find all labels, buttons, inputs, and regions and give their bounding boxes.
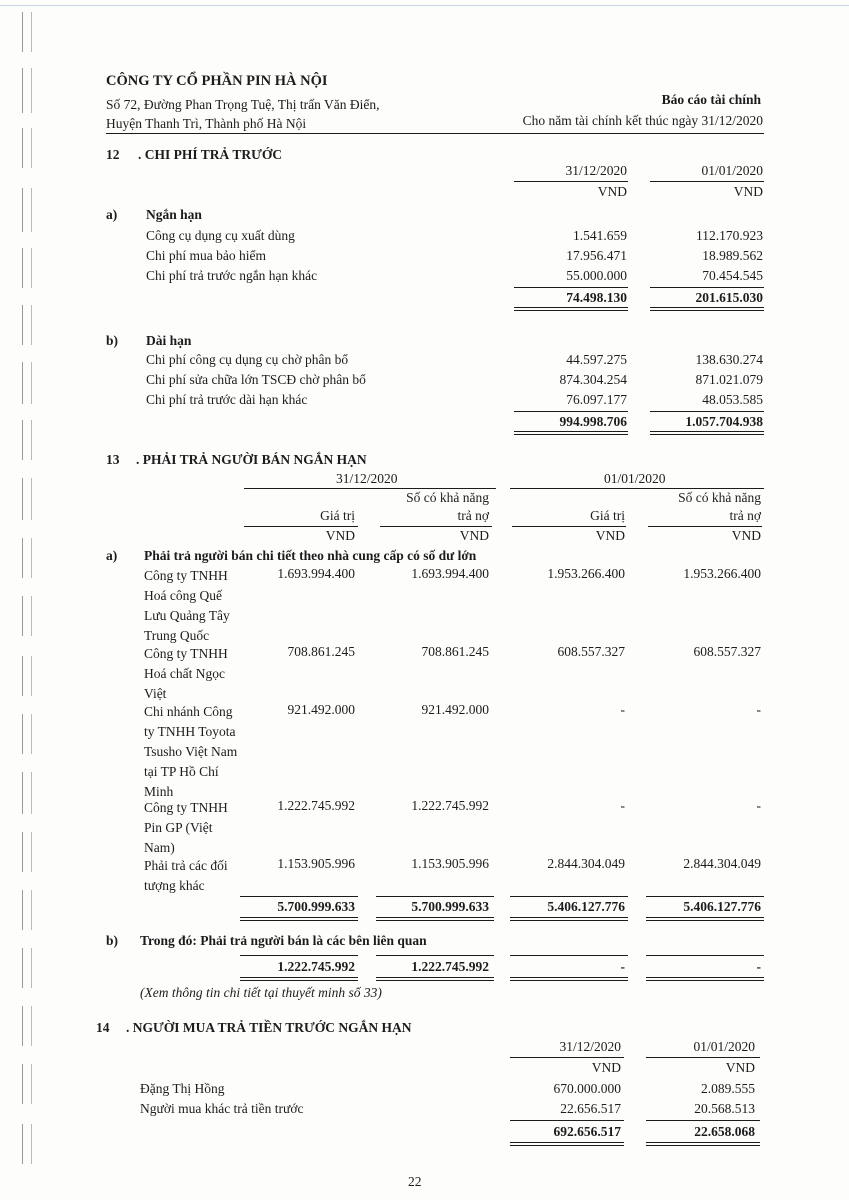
col-rule (510, 1057, 624, 1058)
note13-related-v3: - (620, 959, 625, 974)
binder-hole (22, 305, 32, 345)
note14-unit1: VND (591, 1060, 621, 1075)
total-double-rule (240, 917, 358, 921)
note13-supplier-v4: - (756, 798, 761, 813)
note13-related-v1: 1.222.745.992 (277, 959, 355, 974)
note12-b-row-v1: 874.304.254 (559, 372, 627, 387)
total-double-rule (514, 307, 628, 311)
binder-hole (22, 362, 32, 404)
note13-supplier-v1: 1.153.905.996 (277, 856, 355, 871)
col-rule (380, 526, 492, 527)
report-title: Báo cáo tài chính (661, 92, 761, 107)
note13-supplier-v3: - (620, 798, 625, 813)
note14-number: 14 (96, 1020, 110, 1035)
note12-a-title: Ngắn hạn (146, 207, 202, 222)
note13-b-label: b) (106, 933, 119, 948)
binder-hole (22, 420, 32, 460)
col-rule (512, 526, 626, 527)
note12-col2-date: 01/01/2020 (701, 163, 763, 178)
note12-b-row-v1: 76.097.177 (566, 392, 627, 407)
note13-a-title: Phải trả người bán chi tiết theo nhà cung cấp có số dư lớn (144, 548, 477, 563)
note13-sub-value: Giá trị (590, 508, 625, 523)
note12-b-total2: 1.057.704.938 (685, 414, 763, 429)
note13-supplier-v2: 1.222.745.992 (411, 798, 489, 813)
binder-hole (22, 656, 32, 696)
note12-b-row-v2: 871.021.079 (695, 372, 763, 387)
note12-unit2: VND (733, 184, 763, 199)
binder-hole (22, 12, 32, 52)
note13-supplier-v1: 1.222.745.992 (277, 798, 355, 813)
binder-hole (22, 832, 32, 872)
note12-a-label: a) (106, 207, 118, 222)
note13-supplier-label: Phải trả các đối tượng khác (144, 858, 228, 893)
col-rule (646, 1057, 760, 1058)
subtotal-rule (646, 1120, 760, 1121)
subtotal-rule (646, 955, 764, 956)
subtotal-rule (376, 896, 494, 897)
note13-total-v3: 5.406.127.776 (547, 899, 625, 914)
col-rule (244, 488, 496, 489)
note12-b-label: b) (106, 333, 119, 348)
note13-supplier-v1: 708.861.245 (287, 644, 355, 659)
note13-unit: VND (731, 528, 761, 543)
note14-row-v2: 2.089.555 (701, 1081, 755, 1096)
note12-unit1: VND (597, 184, 627, 199)
note13-unit: VND (325, 528, 355, 543)
note13-reference: (Xem thông tin chi tiết tại thuyết minh số 33) (140, 985, 382, 1000)
note12-a-row-v2: 18.989.562 (702, 248, 763, 263)
note13-supplier-v2: 1.153.905.996 (411, 856, 489, 871)
note12-number: 12 (106, 147, 120, 162)
subtotal-rule (240, 955, 358, 956)
binder-hole (22, 1064, 32, 1104)
binder-hole (22, 948, 32, 988)
note14-row-v2: 20.568.513 (694, 1101, 755, 1116)
report-period: Cho năm tài chính kết thúc ngày 31/12/2020 (522, 113, 763, 128)
note12-b-row-v2: 138.630.274 (695, 352, 763, 367)
col-rule (514, 181, 628, 182)
note13-supplier-v1: 921.492.000 (287, 702, 355, 717)
total-double-rule (376, 977, 494, 981)
note14-row-v1: 670.000.000 (553, 1081, 621, 1096)
note14-total1: 692.656.517 (553, 1124, 621, 1139)
note13-supplier-v2: 921.492.000 (421, 702, 489, 717)
note13-supplier-v2: 708.861.245 (421, 644, 489, 659)
note14-title: . NGƯỜI MUA TRẢ TIỀN TRƯỚC NGẮN HẠN (126, 1020, 412, 1035)
subtotal-rule (240, 896, 358, 897)
note13-number: 13 (106, 452, 120, 467)
binder-hole (22, 128, 32, 168)
note13-sub-pay2: trả nợ (457, 508, 489, 523)
subtotal-rule (650, 287, 764, 288)
company-address-line2: Huyện Thanh Trì, Thành phố Hà Nội (106, 116, 307, 131)
note12-b-row-label: Chi phí sửa chữa lớn TSCĐ chờ phân bổ (146, 372, 366, 387)
total-double-rule (650, 431, 764, 435)
subtotal-rule (650, 411, 764, 412)
total-double-rule (646, 917, 764, 921)
note14-row-v1: 22.656.517 (560, 1101, 621, 1116)
note13-date2: 01/01/2020 (604, 471, 666, 486)
company-name: CÔNG TY CỔ PHẦN PIN HÀ NỘI (106, 73, 328, 89)
subtotal-rule (514, 411, 628, 412)
note12-b-row-v2: 48.053.585 (702, 392, 763, 407)
col-rule (510, 488, 764, 489)
subtotal-rule (514, 287, 628, 288)
total-double-rule (646, 977, 764, 981)
note13-total-v4: 5.406.127.776 (683, 899, 761, 914)
note12-a-total1: 74.498.130 (566, 290, 627, 305)
note14-col2-date: 01/01/2020 (693, 1039, 755, 1054)
note12-a-row-v2: 112.170.923 (696, 228, 763, 243)
note13-sub-pay1: Số có khả năng (678, 490, 761, 505)
total-double-rule (650, 307, 764, 311)
subtotal-rule (376, 955, 494, 956)
binder-hole (22, 1124, 32, 1164)
subtotal-rule (510, 955, 628, 956)
note13-total-v1: 5.700.999.633 (277, 899, 355, 914)
note13-sub-value: Giá trị (320, 508, 355, 523)
subtotal-rule (646, 896, 764, 897)
note13-supplier-v3: 2.844.304.049 (547, 856, 625, 871)
note12-a-row-v2: 70.454.545 (702, 268, 763, 283)
note12-title: . CHI PHÍ TRẢ TRƯỚC (138, 147, 283, 162)
note12-a-row-v1: 55.000.000 (566, 268, 627, 283)
binder-hole (22, 68, 32, 113)
note13-unit: VND (595, 528, 625, 543)
note13-supplier-v4: 608.557.327 (693, 644, 761, 659)
subtotal-rule (510, 1120, 624, 1121)
note14-unit2: VND (725, 1060, 755, 1075)
page-number: 22 (408, 1174, 422, 1189)
note12-col1-date: 31/12/2020 (565, 163, 627, 178)
note13-supplier-label: Chi nhánh Công ty TNHH Toyota Tsusho Việt Nam tại TP Hồ Chí Minh (144, 704, 238, 799)
total-double-rule (514, 431, 628, 435)
scan-top-edge (0, 5, 849, 6)
binder-hole (22, 714, 32, 754)
binder-hole (22, 478, 32, 520)
note13-supplier-v3: - (620, 702, 625, 717)
note13-supplier-v4: 1.953.266.400 (683, 566, 761, 581)
note13-supplier-label: Công ty TNHH Hoá công Quế Lưu Quảng Tây Trung Quốc (144, 568, 230, 643)
note14-col1-date: 31/12/2020 (559, 1039, 621, 1054)
note12-a-row-label: Chi phí trả trước ngắn hạn khác (146, 268, 318, 283)
note12-b-title: Dài hạn (146, 333, 192, 348)
note13-supplier-v2: 1.693.994.400 (411, 566, 489, 581)
note13-supplier-v4: 2.844.304.049 (683, 856, 761, 871)
note13-date1: 31/12/2020 (336, 471, 398, 486)
note12-b-row-label: Chi phí trả trước dài hạn khác (146, 392, 308, 407)
note13-unit: VND (459, 528, 489, 543)
note12-b-row-label: Chi phí công cụ dụng cụ chờ phân bổ (146, 352, 349, 367)
binder-hole (22, 538, 32, 578)
binder-hole (22, 248, 32, 288)
note13-supplier-label: Công ty TNHH Hoá chất Ngọc Việt (144, 646, 228, 701)
binder-hole (22, 772, 32, 814)
note12-a-total2: 201.615.030 (695, 290, 763, 305)
note12-a-row-v1: 17.956.471 (566, 248, 627, 263)
header-rule (106, 133, 764, 134)
note12-b-row-v1: 44.597.275 (566, 352, 627, 367)
note13-related-v4: - (756, 959, 761, 974)
note13-a-label: a) (106, 548, 118, 563)
company-address-line1: Số 72, Đường Phan Trọng Tuệ, Thị trấn Văn Điển, (106, 97, 380, 112)
col-rule (648, 526, 762, 527)
note14-total2: 22.658.068 (694, 1124, 755, 1139)
binder-hole (22, 890, 32, 930)
note13-sub-pay1: Số có khả năng (406, 490, 489, 505)
note13-supplier-label: Công ty TNHH Pin GP (Việt Nam) (144, 800, 228, 855)
total-double-rule (510, 1142, 624, 1146)
note13-supplier-v3: 608.557.327 (557, 644, 625, 659)
note13-sub-pay2: trả nợ (729, 508, 761, 523)
binder-hole (22, 188, 32, 232)
note14-row-label: Đặng Thị Hồng (140, 1081, 225, 1096)
note12-a-row-label: Công cụ dụng cụ xuất dùng (146, 228, 295, 243)
total-double-rule (376, 917, 494, 921)
note14-row-label: Người mua khác trả tiền trước (140, 1101, 304, 1116)
total-double-rule (646, 1142, 760, 1146)
note13-supplier-v4: - (756, 702, 761, 717)
total-double-rule (510, 977, 628, 981)
note13-related-v2: 1.222.745.992 (411, 959, 489, 974)
col-rule (244, 526, 358, 527)
note13-title: . PHẢI TRẢ NGƯỜI BÁN NGẮN HẠN (136, 452, 367, 467)
note13-b-title: Trong đó: Phải trả người bán là các bên liên quan (140, 933, 427, 948)
note13-total-v2: 5.700.999.633 (411, 899, 489, 914)
note13-supplier-v1: 1.693.994.400 (277, 566, 355, 581)
total-double-rule (510, 917, 628, 921)
note12-b-total1: 994.998.706 (559, 414, 627, 429)
note12-a-row-label: Chi phí mua bảo hiểm (146, 248, 266, 263)
total-double-rule (240, 977, 358, 981)
note12-a-row-v1: 1.541.659 (573, 228, 627, 243)
col-rule (650, 181, 764, 182)
note13-supplier-v3: 1.953.266.400 (547, 566, 625, 581)
subtotal-rule (510, 896, 628, 897)
binder-hole (22, 1006, 32, 1046)
binder-hole (22, 596, 32, 636)
